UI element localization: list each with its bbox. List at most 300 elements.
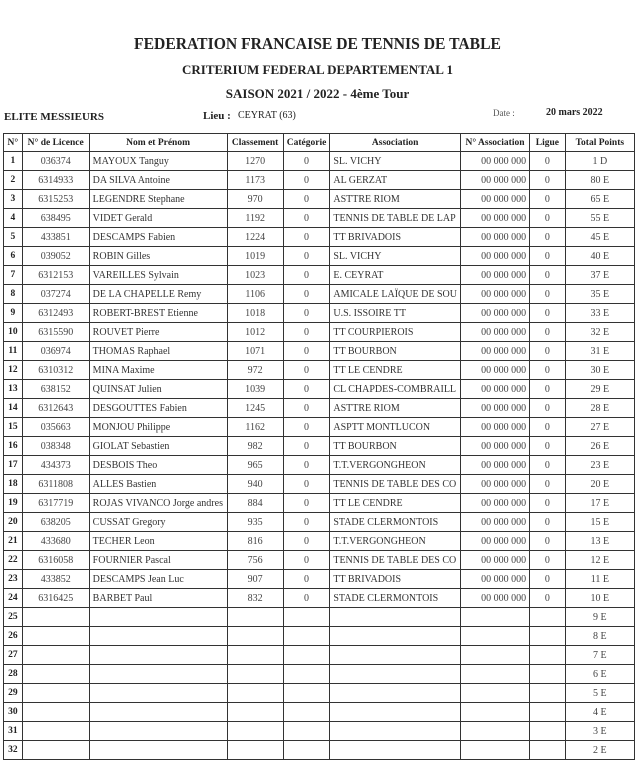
name-cell: VIDET Gerald: [89, 209, 227, 228]
ligue-cell: 0: [530, 342, 566, 361]
rank-cell: 24: [4, 589, 23, 608]
licence-cell: [22, 627, 89, 646]
table-row: [4, 342, 635, 361]
table-row: [4, 323, 635, 342]
rank-cell: 30: [4, 703, 23, 722]
rank-cell: 12: [4, 361, 23, 380]
classement-cell: [227, 665, 283, 684]
col-header-rank: N°: [4, 134, 23, 152]
total-points-cell: 11 E: [565, 570, 634, 589]
rank-cell: 31: [4, 722, 23, 741]
association-cell: [330, 703, 461, 722]
num-association-cell: 00 000 000: [460, 361, 529, 380]
ligue-cell: [530, 703, 566, 722]
association-cell: AMICALE LAÏQUE DE SOU: [330, 285, 461, 304]
total-points-cell: 20 E: [565, 475, 634, 494]
table-row: [4, 589, 635, 608]
num-association-cell: 00 000 000: [460, 475, 529, 494]
table-header-row: [4, 134, 635, 152]
classement-cell: [227, 722, 283, 741]
ligue-cell: 0: [530, 418, 566, 437]
total-points-cell: 33 E: [565, 304, 634, 323]
classement-cell: [227, 646, 283, 665]
ligue-cell: 0: [530, 209, 566, 228]
rank-cell: 13: [4, 380, 23, 399]
num-association-cell: [460, 684, 529, 703]
num-association-cell: 00 000 000: [460, 342, 529, 361]
categorie-cell: 0: [283, 551, 330, 570]
name-cell: ROJAS VIVANCO Jorge andres: [89, 494, 227, 513]
categorie-cell: [283, 665, 330, 684]
ligue-cell: 0: [530, 551, 566, 570]
association-cell: SL. VICHY: [330, 247, 461, 266]
categorie-cell: [283, 722, 330, 741]
rank-cell: 29: [4, 684, 23, 703]
ligue-cell: 0: [530, 361, 566, 380]
table-row: [4, 665, 635, 684]
document-subtitle: CRITERIUM FEDERAL DEPARTEMENTAL 1: [181, 62, 453, 77]
categorie-cell: 0: [283, 494, 330, 513]
classement-cell: 1039: [227, 380, 283, 399]
num-association-cell: [460, 741, 529, 760]
rank-cell: 15: [4, 418, 23, 437]
association-cell: TENNIS DE TABLE DES CO: [330, 551, 461, 570]
licence-cell: [22, 703, 89, 722]
num-association-cell: 00 000 000: [460, 228, 529, 247]
total-points-cell: 29 E: [565, 380, 634, 399]
categorie-cell: 0: [283, 437, 330, 456]
rank-cell: 6: [4, 247, 23, 266]
categorie-cell: 0: [283, 475, 330, 494]
name-cell: TECHER Leon: [89, 532, 227, 551]
num-association-cell: 00 000 000: [460, 570, 529, 589]
ligue-cell: [530, 646, 566, 665]
licence-cell: 6316058: [22, 551, 89, 570]
categorie-cell: 0: [283, 589, 330, 608]
table-row: [4, 152, 635, 171]
rank-cell: 2: [4, 171, 23, 190]
table-row: [4, 266, 635, 285]
num-association-cell: 00 000 000: [460, 513, 529, 532]
num-association-cell: 00 000 000: [460, 418, 529, 437]
total-points-cell: 1 D: [565, 152, 634, 171]
total-points-cell: 32 E: [565, 323, 634, 342]
categorie-cell: 0: [283, 247, 330, 266]
categorie-cell: [283, 684, 330, 703]
name-cell: ROUVET Pierre: [89, 323, 227, 342]
licence-cell: 6311808: [22, 475, 89, 494]
num-association-cell: 00 000 000: [460, 532, 529, 551]
ligue-cell: 0: [530, 266, 566, 285]
association-cell: ASTTRE RIOM: [330, 399, 461, 418]
name-cell: [89, 608, 227, 627]
rank-cell: 25: [4, 608, 23, 627]
rank-cell: 11: [4, 342, 23, 361]
total-points-cell: 5 E: [565, 684, 634, 703]
total-points-cell: 27 E: [565, 418, 634, 437]
num-association-cell: [460, 665, 529, 684]
num-association-cell: [460, 722, 529, 741]
total-points-cell: 45 E: [565, 228, 634, 247]
licence-cell: [22, 608, 89, 627]
total-points-cell: 3 E: [565, 722, 634, 741]
table-row: [4, 228, 635, 247]
name-cell: BARBET Paul: [89, 589, 227, 608]
total-points-cell: 2 E: [565, 741, 634, 760]
classement-cell: [227, 608, 283, 627]
table-row: [4, 437, 635, 456]
licence-cell: 036974: [22, 342, 89, 361]
classement-cell: [227, 627, 283, 646]
licence-cell: 035663: [22, 418, 89, 437]
col-header-classement: Classement: [227, 134, 283, 152]
association-cell: TT LE CENDRE: [330, 494, 461, 513]
name-cell: [89, 741, 227, 760]
num-association-cell: 00 000 000: [460, 494, 529, 513]
total-points-cell: 17 E: [565, 494, 634, 513]
total-points-cell: 37 E: [565, 266, 634, 285]
col-header-association: Association: [330, 134, 461, 152]
num-association-cell: [460, 627, 529, 646]
name-cell: ROBERT-BREST Etienne: [89, 304, 227, 323]
association-cell: TENNIS DE TABLE DE LAP: [330, 209, 461, 228]
table-row: [4, 646, 635, 665]
table-row: [4, 494, 635, 513]
name-cell: GIOLAT Sebastien: [89, 437, 227, 456]
table-row: [4, 285, 635, 304]
name-cell: DESGOUTTES Fabien: [89, 399, 227, 418]
ligue-cell: [530, 741, 566, 760]
name-cell: MINA Maxime: [89, 361, 227, 380]
table-row: [4, 380, 635, 399]
category-label: ELITE MESSIEURS: [4, 111, 104, 123]
num-association-cell: 00 000 000: [460, 589, 529, 608]
ligue-cell: 0: [530, 456, 566, 475]
categorie-cell: 0: [283, 323, 330, 342]
categorie-cell: 0: [283, 190, 330, 209]
table-row: [4, 741, 635, 760]
table-row: [4, 361, 635, 380]
document-title: FEDERATION FRANCAISE DE TENNIS DE TABLE: [134, 34, 501, 53]
rank-cell: 19: [4, 494, 23, 513]
classement-cell: 832: [227, 589, 283, 608]
association-cell: T.T.VERGONGHEON: [330, 456, 461, 475]
table-row: [4, 703, 635, 722]
ligue-cell: 0: [530, 190, 566, 209]
total-points-cell: 12 E: [565, 551, 634, 570]
table-row: [4, 551, 635, 570]
licence-cell: [22, 684, 89, 703]
rank-cell: 27: [4, 646, 23, 665]
lieu-value: CEYRAT (63): [238, 110, 296, 121]
num-association-cell: 00 000 000: [460, 304, 529, 323]
name-cell: ROBIN Gilles: [89, 247, 227, 266]
rank-cell: 14: [4, 399, 23, 418]
categorie-cell: 0: [283, 361, 330, 380]
name-cell: [89, 722, 227, 741]
categorie-cell: 0: [283, 285, 330, 304]
classement-cell: 1012: [227, 323, 283, 342]
num-association-cell: 00 000 000: [460, 399, 529, 418]
num-association-cell: 00 000 000: [460, 437, 529, 456]
results-table: [3, 133, 635, 760]
association-cell: STADE CLERMONTOIS: [330, 513, 461, 532]
name-cell: VAREILLES Sylvain: [89, 266, 227, 285]
categorie-cell: 0: [283, 380, 330, 399]
name-cell: [89, 684, 227, 703]
classement-cell: 972: [227, 361, 283, 380]
licence-cell: 6312153: [22, 266, 89, 285]
name-cell: DESCAMPS Jean Luc: [89, 570, 227, 589]
licence-cell: 036374: [22, 152, 89, 171]
rank-cell: 32: [4, 741, 23, 760]
name-cell: [89, 627, 227, 646]
col-header-licence: N° de Licence: [22, 134, 89, 152]
ligue-cell: 0: [530, 532, 566, 551]
table-row: [4, 608, 635, 627]
licence-cell: 433680: [22, 532, 89, 551]
categorie-cell: 0: [283, 266, 330, 285]
table-body: [4, 152, 635, 760]
table-row: [4, 684, 635, 703]
association-cell: U.S. ISSOIRE TT: [330, 304, 461, 323]
categorie-cell: 0: [283, 399, 330, 418]
rank-cell: 20: [4, 513, 23, 532]
licence-cell: 433851: [22, 228, 89, 247]
association-cell: T.T.VERGONGHEON: [330, 532, 461, 551]
col-header-total-points: Total Points: [565, 134, 634, 152]
total-points-cell: 30 E: [565, 361, 634, 380]
licence-cell: 6315253: [22, 190, 89, 209]
classement-cell: 935: [227, 513, 283, 532]
categorie-cell: [283, 703, 330, 722]
association-cell: [330, 741, 461, 760]
licence-cell: [22, 665, 89, 684]
ligue-cell: [530, 665, 566, 684]
classement-cell: 965: [227, 456, 283, 475]
col-header-num-association: N° Association: [460, 134, 529, 152]
table-row: [4, 190, 635, 209]
table-row: [4, 570, 635, 589]
categorie-cell: [283, 627, 330, 646]
association-cell: SL. VICHY: [330, 152, 461, 171]
table-row: [4, 247, 635, 266]
association-cell: TENNIS DE TABLE DES CO: [330, 475, 461, 494]
total-points-cell: 55 E: [565, 209, 634, 228]
ligue-cell: 0: [530, 589, 566, 608]
categorie-cell: 0: [283, 418, 330, 437]
classement-cell: 1173: [227, 171, 283, 190]
categorie-cell: 0: [283, 304, 330, 323]
licence-cell: 6314933: [22, 171, 89, 190]
total-points-cell: 15 E: [565, 513, 634, 532]
table-row: [4, 171, 635, 190]
ligue-cell: 0: [530, 228, 566, 247]
ligue-cell: 0: [530, 171, 566, 190]
col-header-name: Nom et Prénom: [89, 134, 227, 152]
ligue-cell: 0: [530, 475, 566, 494]
total-points-cell: 7 E: [565, 646, 634, 665]
num-association-cell: 00 000 000: [460, 285, 529, 304]
ligue-cell: [530, 627, 566, 646]
rank-cell: 7: [4, 266, 23, 285]
num-association-cell: 00 000 000: [460, 171, 529, 190]
association-cell: STADE CLERMONTOIS: [330, 589, 461, 608]
num-association-cell: 00 000 000: [460, 209, 529, 228]
association-cell: TT BRIVADOIS: [330, 228, 461, 247]
name-cell: MONJOU Philippe: [89, 418, 227, 437]
ligue-cell: 0: [530, 380, 566, 399]
table-row: [4, 456, 635, 475]
total-points-cell: 6 E: [565, 665, 634, 684]
classement-cell: 1106: [227, 285, 283, 304]
classement-cell: 1245: [227, 399, 283, 418]
classement-cell: 907: [227, 570, 283, 589]
rank-cell: 10: [4, 323, 23, 342]
name-cell: LEGENDRE Stephane: [89, 190, 227, 209]
num-association-cell: 00 000 000: [460, 323, 529, 342]
rank-cell: 21: [4, 532, 23, 551]
table-row: [4, 418, 635, 437]
total-points-cell: 28 E: [565, 399, 634, 418]
ligue-cell: 0: [530, 437, 566, 456]
total-points-cell: 10 E: [565, 589, 634, 608]
classement-cell: [227, 684, 283, 703]
rank-cell: 4: [4, 209, 23, 228]
licence-cell: 638495: [22, 209, 89, 228]
ligue-cell: 0: [530, 152, 566, 171]
num-association-cell: 00 000 000: [460, 551, 529, 570]
total-points-cell: 35 E: [565, 285, 634, 304]
categorie-cell: 0: [283, 152, 330, 171]
total-points-cell: 13 E: [565, 532, 634, 551]
licence-cell: 6310312: [22, 361, 89, 380]
rank-cell: 16: [4, 437, 23, 456]
date-value: 20 mars 2022: [546, 107, 603, 118]
association-cell: [330, 627, 461, 646]
num-association-cell: [460, 703, 529, 722]
table-row: [4, 627, 635, 646]
ligue-cell: [530, 608, 566, 627]
classement-cell: 816: [227, 532, 283, 551]
classement-cell: 756: [227, 551, 283, 570]
classement-cell: 982: [227, 437, 283, 456]
table-row: [4, 532, 635, 551]
ligue-cell: 0: [530, 323, 566, 342]
name-cell: ALLES Bastien: [89, 475, 227, 494]
licence-cell: 6317719: [22, 494, 89, 513]
name-cell: FOURNIER Pascal: [89, 551, 227, 570]
total-points-cell: 31 E: [565, 342, 634, 361]
num-association-cell: 00 000 000: [460, 380, 529, 399]
rank-cell: 26: [4, 627, 23, 646]
association-cell: ASPTT MONTLUCON: [330, 418, 461, 437]
classement-cell: 1162: [227, 418, 283, 437]
licence-cell: [22, 646, 89, 665]
num-association-cell: 00 000 000: [460, 266, 529, 285]
classement-cell: 884: [227, 494, 283, 513]
association-cell: ASTTRE RIOM: [330, 190, 461, 209]
rank-cell: 23: [4, 570, 23, 589]
total-points-cell: 4 E: [565, 703, 634, 722]
name-cell: DA SILVA Antoine: [89, 171, 227, 190]
name-cell: THOMAS Raphael: [89, 342, 227, 361]
categorie-cell: [283, 646, 330, 665]
ligue-cell: 0: [530, 304, 566, 323]
name-cell: DESBOIS Theo: [89, 456, 227, 475]
classement-cell: 1023: [227, 266, 283, 285]
ligue-cell: 0: [530, 494, 566, 513]
name-cell: DE LA CHAPELLE Remy: [89, 285, 227, 304]
licence-cell: 6315590: [22, 323, 89, 342]
classement-cell: 1019: [227, 247, 283, 266]
ligue-cell: 0: [530, 399, 566, 418]
num-association-cell: 00 000 000: [460, 190, 529, 209]
licence-cell: 037274: [22, 285, 89, 304]
table-row: [4, 209, 635, 228]
association-cell: [330, 646, 461, 665]
table-row: [4, 475, 635, 494]
total-points-cell: 8 E: [565, 627, 634, 646]
rank-cell: 3: [4, 190, 23, 209]
licence-cell: 039052: [22, 247, 89, 266]
categorie-cell: 0: [283, 513, 330, 532]
name-cell: [89, 703, 227, 722]
categorie-cell: 0: [283, 456, 330, 475]
licence-cell: 6312493: [22, 304, 89, 323]
table-row: [4, 513, 635, 532]
categorie-cell: 0: [283, 532, 330, 551]
association-cell: [330, 684, 461, 703]
total-points-cell: 23 E: [565, 456, 634, 475]
licence-cell: 038348: [22, 437, 89, 456]
licence-cell: 638152: [22, 380, 89, 399]
rank-cell: 18: [4, 475, 23, 494]
rank-cell: 9: [4, 304, 23, 323]
name-cell: [89, 665, 227, 684]
rank-cell: 28: [4, 665, 23, 684]
categorie-cell: 0: [283, 342, 330, 361]
classement-cell: 1224: [227, 228, 283, 247]
col-header-ligue: Ligue: [530, 134, 566, 152]
name-cell: [89, 646, 227, 665]
association-cell: CL CHAPDES-COMBRAILL: [330, 380, 461, 399]
col-header-categorie: Catégorie: [283, 134, 330, 152]
classement-cell: 1071: [227, 342, 283, 361]
classement-cell: 1270: [227, 152, 283, 171]
licence-cell: 638205: [22, 513, 89, 532]
num-association-cell: [460, 646, 529, 665]
association-cell: [330, 665, 461, 684]
ligue-cell: [530, 684, 566, 703]
association-cell: TT BOURBON: [330, 437, 461, 456]
classement-cell: 1018: [227, 304, 283, 323]
num-association-cell: 00 000 000: [460, 152, 529, 171]
total-points-cell: 65 E: [565, 190, 634, 209]
total-points-cell: 26 E: [565, 437, 634, 456]
num-association-cell: [460, 608, 529, 627]
num-association-cell: 00 000 000: [460, 247, 529, 266]
table-row: [4, 722, 635, 741]
name-cell: DESCAMPS Fabien: [89, 228, 227, 247]
ligue-cell: 0: [530, 247, 566, 266]
table-row: [4, 304, 635, 323]
ligue-cell: 0: [530, 513, 566, 532]
categorie-cell: 0: [283, 209, 330, 228]
rank-cell: 1: [4, 152, 23, 171]
ligue-cell: [530, 722, 566, 741]
association-cell: AL GERZAT: [330, 171, 461, 190]
